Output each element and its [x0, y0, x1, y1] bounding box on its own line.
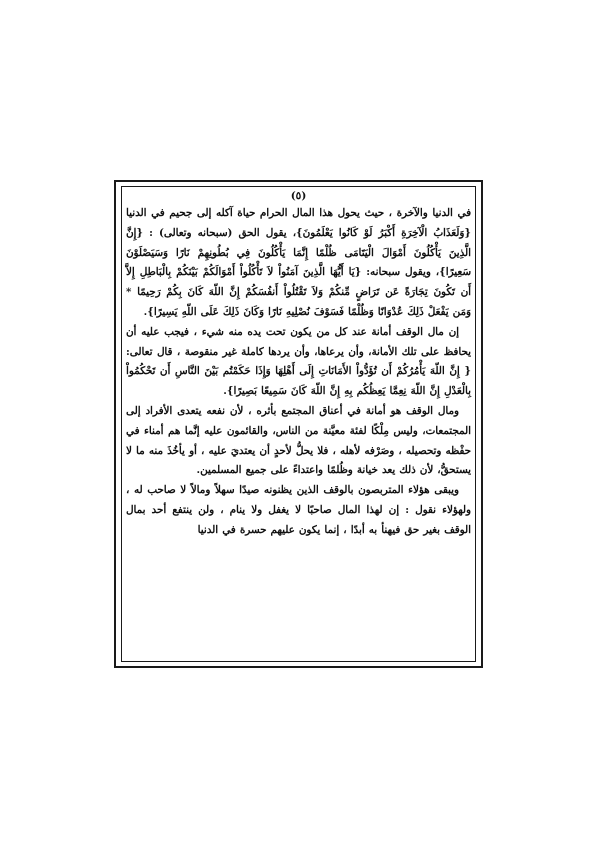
paragraph-continuation: في الدنيا والآخرة ، حيث يحول هذا المال الحرام حياة آكله إلى جحيم في الدنيا {وَلَعَذَابُ الْآخِرَةِ أَكْبَرُ لَوْ كَانُوا يَعْلَمُونَ}، يقول الحق (سبحانه وتعالى) : {إِنَّ الَّذِينَ يَأْكُلُونَ أَمْوَالَ الْيَتَامَى ظُلْمًا إِنَّمَا يَأْكُلُونَ فِي بُطُونِهِمْ نَارًا وَسَيَصْلَوْنَ سَعِيرًا}، ويقول سبحانه: {يَا أَيُّهَا الَّذِينَ آمَنُواْ لاَ تَأْكُلُواْ أَمْوَالَكُمْ بَيْنَكُمْ بِالْبَاطِلِ إِلاَّ أَن تَكُونَ تِجَارَةً عَن تَرَاضٍ مِّنكُمْ وَلاَ تَقْتُلُواْ أَنفُسَكُمْ إِنَّ اللّهَ كَانَ بِكُمْ رَحِيمًا * وَمَن يَفْعَلْ ذَلِكَ عُدْوَانًا وَظُلْمًا فَسَوْفَ نُصْلِيهِ نَارًا وَكَانَ ذَلِكَ عَلَى اللّهِ يَسِيرًا}. — [126, 207, 471, 318]
page-number: (٥) — [290, 190, 307, 202]
paragraph-society-trust: ومال الوقف هو أمانة في أعناق المجتمع بأثره ، لأن نفعه يتعدى الأفراد إلى المجتمعات، وليس مِلْكًا لفئة معيَّنة من الناس، والقائمون عليه إنَّما هم أمناء في حفْظه وتحصيله ، وصَرْفه لأهله ، فلا يحلُّ لأحدٍ أن يعتديَ عليه ، أو يأخُذَ منه ما لا يستحقُّ، لأن ذلك يعد خيانة وظُلمًا واعتداءً على جميع المسلمين. — [126, 404, 471, 477]
paragraph-waqf-trust: إن مال الوقف أمانة عند كل من يكون تحت يده منه شيء ، فيجب عليه أن يحافظ على تلك الأمانة، وأن يرعاها، وأن يردها كاملة غير منقوصة ، قال تعالى: { إِنَّ اللّهَ يَأْمُرُكُمْ أَن تُؤَدُّواْ الأَمَانَاتِ إِلَى أَهْلِهَا وَإِذَا حَكَمْتُم بَيْنَ النَّاسِ أَن تَحْكُمُواْ بِالْعَدْلِ إِنَّ اللّهَ نِعِمَّا يَعِظُكُم بِهِ إِنَّ اللّهَ كَانَ سَمِيعًا بَصِيرًا}. — [126, 325, 471, 398]
page-inner-border — [121, 186, 476, 662]
paragraph-warning: ويبقى هؤلاء المتربصون بالوقف الذين يظنونه صيدًا سهلاً ومالاً لا صاحب له ، ولهؤلاء نقول : إن لهذا المال صاحبًا لا يغفل ولا ينام ، ولن ينتفع أحد بمال الوقف بغير حق فيهنأ به أبدًا ، إنما يكون عليهم حسرة في الدنيا — [126, 484, 471, 536]
page-outer-border — [114, 180, 483, 668]
